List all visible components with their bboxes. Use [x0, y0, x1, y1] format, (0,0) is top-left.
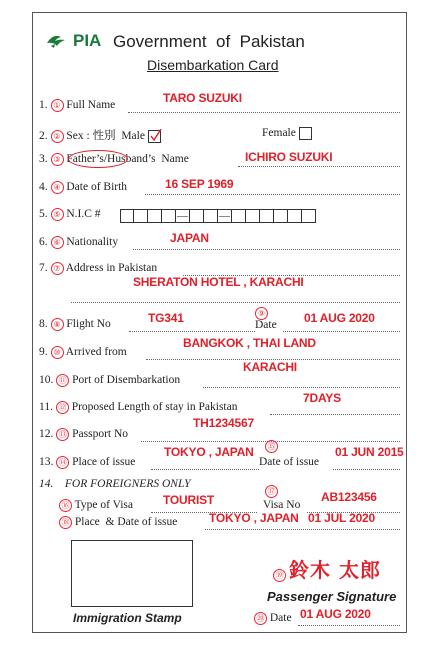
field-number: 4.: [39, 181, 48, 194]
circle-number: ①: [51, 99, 64, 112]
nic-box[interactable]: [204, 209, 218, 223]
field-full-name: [39, 99, 115, 112]
circle-number: ⑦: [51, 262, 64, 275]
nationality-line: [133, 249, 400, 250]
pia-logo-text: PIA: [73, 31, 102, 50]
field-foreigners-heading: [39, 478, 191, 490]
field-label: Passport No: [72, 428, 129, 441]
port-value[interactable]: KARACHI: [243, 360, 297, 374]
passenger-signature[interactable]: 鈴木 太郎: [289, 558, 381, 582]
circle-number: ⑫: [56, 401, 69, 414]
field-number: 9.: [39, 346, 48, 359]
immigration-stamp-box: [71, 540, 193, 607]
circle-number: ⑨: [255, 307, 268, 320]
nic-box[interactable]: [274, 209, 288, 223]
field-label: Full Name: [66, 99, 116, 112]
field-nationality: [39, 236, 118, 249]
field-address: [39, 262, 157, 275]
field-flight: [39, 318, 111, 331]
nic-box[interactable]: [302, 209, 316, 223]
male-checkbox[interactable]: [148, 130, 161, 143]
nic-separator: —: [219, 210, 230, 223]
circle-number: ⑪: [56, 374, 69, 387]
circle-number: ⑤: [51, 208, 64, 221]
field-number: 13.: [39, 456, 54, 469]
circle-number: ⑱: [59, 516, 72, 529]
field-label: Sex : 性別: [66, 130, 116, 142]
flight-line: [129, 331, 255, 332]
nic-box[interactable]: [162, 209, 176, 223]
visa-no-label: Visa No: [263, 499, 301, 511]
circle-number: ②: [51, 130, 64, 143]
male-label: Male: [121, 130, 145, 142]
visa-no-circle: [265, 485, 278, 498]
card-title: Government of Pakistan: [113, 32, 305, 51]
passenger-signature-label: Passenger Signature: [267, 589, 397, 604]
nic-box[interactable]: [260, 209, 274, 223]
circle-number: ⑧: [51, 318, 64, 331]
circle-number: ⑥: [51, 236, 64, 249]
field-label: Date of Birth: [66, 181, 128, 194]
pia-bird-icon: [45, 31, 73, 49]
nic-box[interactable]: [288, 209, 302, 223]
field-label: Port of Disembarkation: [72, 374, 181, 387]
field-sex: [39, 127, 161, 143]
address-value[interactable]: SHERATON HOTEL , KARACHI: [133, 275, 304, 289]
circle-number: ③: [51, 153, 64, 166]
field-number: 2.: [39, 130, 48, 142]
field-number: 6.: [39, 236, 48, 249]
field-label: N.I.C #: [66, 208, 101, 221]
field-number: 8.: [39, 318, 48, 331]
nic-boxes[interactable]: [120, 207, 316, 225]
field-nic: [39, 208, 101, 221]
field-passport: [39, 428, 128, 441]
nic-box[interactable]: [232, 209, 246, 223]
checkmark-icon: [149, 129, 162, 142]
flight-date-line: [283, 331, 400, 332]
date-of-issue-value[interactable]: 01 JUN 2015: [335, 445, 404, 459]
field-label: Father’s/Husband’s Name: [66, 153, 189, 166]
disembarkation-card: [32, 12, 407, 633]
field-label: Date: [269, 612, 292, 625]
circle-number: ⑳: [254, 612, 267, 625]
place-of-issue-line: [151, 469, 259, 470]
field-label: Place & Date of issue: [74, 516, 178, 529]
female-label: Female: [262, 127, 296, 140]
field-dob: [39, 181, 127, 194]
nic-box[interactable]: [148, 209, 162, 223]
full-name-line: [128, 112, 400, 113]
length-of-stay-value[interactable]: 7DAYS: [303, 391, 341, 405]
full-name-value[interactable]: TARO SUZUKI: [163, 91, 242, 105]
field-label: Type of Visa: [74, 499, 134, 512]
pia-logo: [45, 31, 73, 54]
immigration-stamp-label: Immigration Stamp: [73, 611, 182, 625]
field-arrived-from: [39, 346, 127, 359]
field-label: Place of issue: [72, 456, 136, 469]
field-place-of-issue: [39, 456, 135, 469]
signature-circle: [273, 566, 286, 584]
female-option: [262, 127, 312, 140]
signature-date-line: [298, 625, 400, 626]
field-label: Nationality: [66, 236, 119, 249]
field-number: 5.: [39, 208, 48, 221]
field-number: 14.: [39, 478, 54, 490]
field-label: Proposed Length of stay in Pakistan: [71, 401, 238, 414]
circle-number: ⑭: [56, 456, 69, 469]
circle-number: ⑩: [51, 346, 64, 359]
field-number: 1.: [39, 99, 48, 112]
field-length-of-stay: [39, 401, 237, 414]
field-visa-place-date: [59, 516, 177, 529]
date-of-issue-label: Date of issue: [259, 456, 320, 468]
nic-box[interactable]: [190, 209, 204, 223]
father-circle-mark: [68, 150, 128, 168]
nic-separator: —: [177, 210, 188, 223]
dob-line: [145, 194, 400, 195]
nic-box[interactable]: [134, 209, 148, 223]
circle-number: ⑮: [265, 440, 278, 453]
arrived-from-value[interactable]: BANGKOK , THAI LAND: [183, 336, 316, 350]
circle-number: ④: [51, 181, 64, 194]
visa-no-value[interactable]: AB123456: [321, 490, 377, 504]
field-number: 12.: [39, 428, 54, 441]
female-checkbox[interactable]: [299, 127, 312, 140]
father-name-value[interactable]: ICHIRO SUZUKI: [245, 150, 333, 164]
field-label: Address in Pakistan: [65, 262, 158, 275]
circle-number: ⑰: [265, 485, 278, 498]
field-label: Flight No: [66, 318, 111, 331]
place-of-issue-value[interactable]: TOKYO , JAPAN: [164, 445, 254, 459]
nic-box[interactable]: [246, 209, 260, 223]
nationality-value[interactable]: JAPAN: [170, 231, 209, 245]
flight-date-label: Date: [255, 319, 277, 331]
length-of-stay-line: [270, 414, 400, 415]
field-label: FOR FOREIGNERS ONLY: [64, 478, 191, 490]
nic-box[interactable]: [120, 209, 134, 223]
father-name-line: [238, 166, 400, 167]
field-date-of-issue-circle: [265, 440, 278, 453]
circle-number: ⑬: [56, 428, 69, 441]
passport-value[interactable]: TH1234567: [193, 416, 254, 430]
flight-value[interactable]: TG341: [148, 311, 184, 325]
field-signature-date: [254, 612, 292, 625]
circle-number: ⑯: [59, 499, 72, 512]
circle-number: ⑲: [273, 569, 286, 582]
signature-date-value[interactable]: 01 AUG 2020: [300, 607, 371, 621]
field-visa-type: [59, 499, 133, 512]
field-number: 11.: [39, 401, 53, 414]
field-number: 10.: [39, 374, 54, 387]
field-label: Arrived from: [65, 346, 127, 359]
card-subtitle: Disembarkation Card: [147, 57, 279, 73]
address-line-2: [71, 302, 400, 303]
field-port: [39, 374, 180, 387]
visa-place-date-value[interactable]: TOKYO , JAPAN 01 JUL 2020: [209, 511, 376, 525]
field-number: 3.: [39, 153, 48, 166]
port-line: [203, 387, 400, 388]
visa-type-value[interactable]: TOURIST: [163, 493, 215, 507]
dob-value[interactable]: 16 SEP 1969: [165, 177, 234, 191]
visa-place-date-line: [205, 529, 400, 530]
flight-date-value[interactable]: 01 AUG 2020: [304, 311, 375, 325]
date-of-issue-line: [333, 469, 400, 470]
field-number: 7.: [39, 262, 48, 275]
